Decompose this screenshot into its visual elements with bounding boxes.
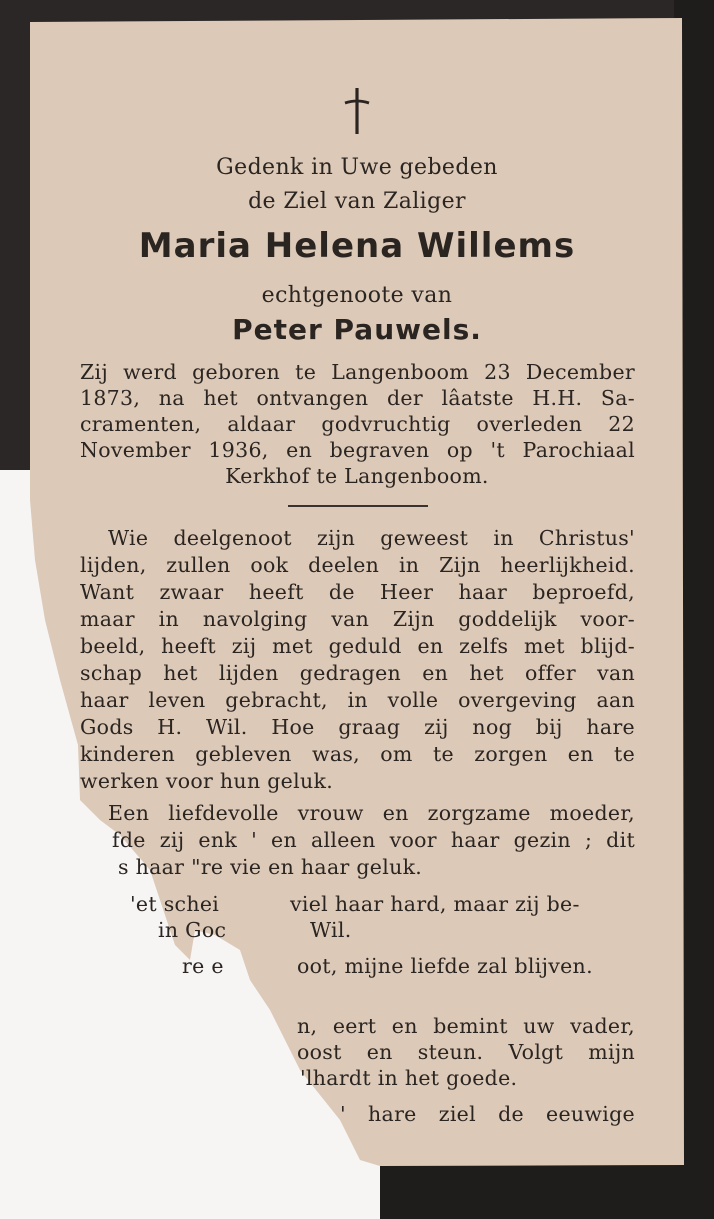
paragraph-line: haar leven gebracht, in volle overgeving aan [80,688,635,712]
paragraph-line: maar in navolging van Zijn goddelijk voor- [80,607,635,631]
intro-line-2: de Ziel van Zaliger [248,189,466,214]
divider-rule [288,505,428,507]
spouse-name: Peter Pauwels. [232,313,482,346]
torn-fragment: ' hare ziel de eeuwige [340,1102,635,1126]
paragraph-line: Want zwaar heeft de Heer haar beproefd, [80,580,635,604]
spouse-label: echtgenoote van [261,283,453,308]
paragraph-line: Gods H. Wil. Hoe graag zij nog bij hare [80,715,635,739]
torn-fragment: oot, mijne liefde zal blijven. [297,954,593,978]
torn-fragment: Wil. [310,918,352,942]
bio-line: cramenten, aldaar godvruchtig overleden 22 [80,412,635,436]
paragraph-line: Een liefdevolle vrouw en zorgzame moeder, [108,801,635,825]
torn-fragment: in Goc [158,918,227,942]
paragraph-line: lijden, zullen ook deelen in Zijn heerlijkheid. [80,553,635,577]
bio-line: Kerkhof te Langenboom. [225,464,489,488]
torn-fragment: re e [182,954,224,978]
torn-fragment: oost en steun. Volgt mijn [297,1040,635,1064]
cross-icon [342,86,372,136]
bio-line: November 1936, en begraven op 't Parochiaal [80,438,635,462]
torn-fragment: viel haar hard, maar zij be- [290,892,580,916]
paragraph-line: schap het lijden gedragen en het offer van [80,661,635,685]
paragraph-line: kinderen gebleven was, om te zorgen en te [80,742,635,766]
bio-line: 1873, na het ontvangen der lâatste H.H. Sa- [80,386,635,410]
paragraph-line: fde zij enk ' en alleen voor haar gezin ; dit [112,828,635,852]
paragraph-line: s haar "re vie en haar geluk. [118,855,423,879]
paragraph-line: Wie deelgenoot zijn geweest in Christus' [108,526,635,550]
paragraph-line: beeld, heeft zij met geduld en zelfs met blijd- [80,634,635,658]
paragraph-line: werken voor hun geluk. [80,769,334,793]
torn-fragment: n, eert en bemint uw vader, [297,1014,635,1038]
deceased-name: Maria Helena Willems [138,226,576,266]
intro-line-1: Gedenk in Uwe gebeden [216,155,498,180]
torn-fragment: 'lhardt in het goede. [300,1066,518,1090]
torn-fragment: 'et schei [130,892,220,916]
bio-line: Zij werd geboren te Langenboom 23 December [80,360,635,384]
